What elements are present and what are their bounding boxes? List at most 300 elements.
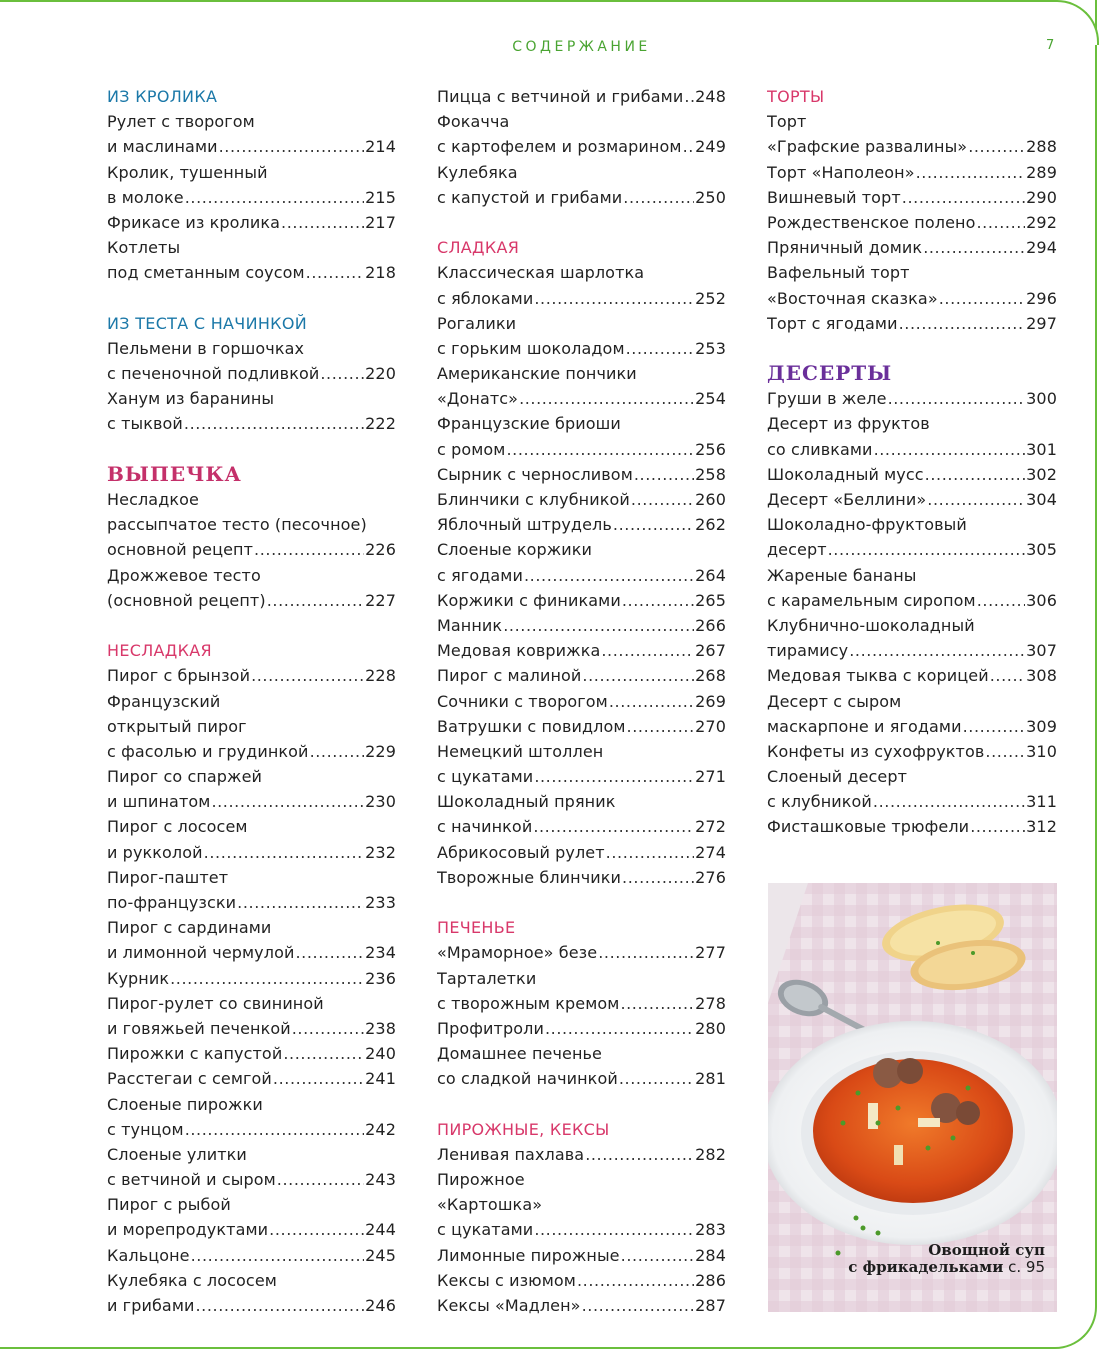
toc-entry[interactable]: [767, 286, 1057, 311]
toc-entry-page: 264: [695, 565, 726, 585]
toc-entry-title: маскарпоне и ягодами: [767, 716, 962, 736]
dot-leader: [619, 1066, 694, 1091]
dot-leader: [598, 940, 694, 965]
dot-leader: [923, 235, 1025, 260]
toc-entry[interactable]: [767, 386, 1057, 411]
toc-entry[interactable]: [767, 487, 1057, 512]
toc-entry[interactable]: [767, 638, 1057, 663]
toc-entry[interactable]: [767, 537, 1057, 562]
toc-entry[interactable]: [767, 714, 1057, 739]
toc-entry[interactable]: [107, 966, 396, 991]
dot-leader: [170, 966, 364, 991]
toc-entry-page: 294: [1026, 238, 1057, 258]
toc-text-line: Жареные бананы: [767, 565, 917, 585]
subsection-heading: НЕСЛАДКАЯ: [107, 641, 212, 661]
dot-leader: [622, 865, 694, 890]
toc-entry-page: 307: [1026, 641, 1057, 661]
toc-entry-title: с карамельным сиропом: [767, 590, 976, 610]
dot-leader: [626, 336, 695, 361]
toc-entry[interactable]: [767, 588, 1057, 613]
toc-entry[interactable]: [107, 260, 396, 285]
toc-entry[interactable]: [107, 1016, 396, 1041]
toc-text-line: Рогалики: [437, 313, 517, 333]
toc-entry[interactable]: [767, 235, 1057, 260]
toc-entry-title: с клубникой: [767, 792, 872, 812]
toc-entry-page: 249: [695, 137, 726, 157]
toc-text-line: Дрожжевое тесто: [107, 565, 261, 585]
toc-entry-page: 238: [365, 1018, 396, 1038]
toc-entry-title: «Донатс»: [437, 389, 519, 409]
toc-entry-page: 256: [695, 439, 726, 459]
toc-entry[interactable]: [107, 1066, 396, 1091]
toc-entry[interactable]: [767, 739, 1057, 764]
dot-leader: [939, 286, 1025, 311]
toc-entry[interactable]: [767, 462, 1057, 487]
toc-entry-page: 287: [695, 1296, 726, 1315]
toc-entry[interactable]: [437, 1016, 726, 1041]
toc-entry[interactable]: [767, 160, 1057, 185]
toc-entry-title: Медовая тыква с корицей: [767, 666, 989, 686]
toc-column-1: [107, 84, 396, 1318]
dot-leader: [295, 940, 364, 965]
dot-leader: [534, 1217, 694, 1242]
toc-text-line: Фокачча: [437, 112, 510, 132]
toc-entry[interactable]: [437, 134, 726, 159]
toc-entry-title: Ватрушки с повидлом: [437, 716, 626, 736]
toc-entry-page: 311: [1026, 792, 1057, 812]
toc-entry-page: 233: [365, 893, 396, 912]
toc-entry-page: 296: [1026, 288, 1057, 308]
dot-leader: [534, 286, 694, 311]
toc-entry-page: 220: [365, 364, 396, 384]
toc-entry[interactable]: [107, 588, 396, 613]
toc-entry-page: 228: [365, 666, 396, 686]
toc-text-line: Слоеные коржики: [437, 540, 593, 560]
subsection-heading: ПЕЧЕНЬЕ: [437, 918, 516, 938]
toc-entry-title: Блинчики с клубникой: [437, 490, 630, 509]
toc-entry-page: 252: [695, 288, 726, 308]
toc-entry[interactable]: [767, 134, 1057, 159]
dot-leader: [977, 588, 1025, 613]
toc-entry[interactable]: [107, 210, 396, 235]
dot-leader: [320, 361, 364, 386]
toc-text-line: Американские пончики: [437, 364, 637, 384]
dot-leader: [267, 588, 364, 613]
section-gap: [437, 1092, 726, 1117]
toc-text-line: Котлеты: [107, 238, 181, 258]
toc-entry-title: с начинкой: [437, 817, 533, 837]
toc-entry[interactable]: [107, 840, 396, 865]
toc-entry-title: Коржики с финиками: [437, 590, 621, 610]
dot-leader: [828, 537, 1026, 562]
dot-leader: [623, 185, 694, 210]
toc-entry-title: тирамису: [767, 641, 849, 661]
page-frame-top: [0, 0, 1056, 2]
toc-text-line: Торт: [767, 112, 807, 132]
toc-entry-title: (основной рецепт): [107, 590, 266, 610]
dot-leader: [277, 1167, 364, 1192]
dot-leader: [620, 991, 694, 1016]
dot-leader: [237, 890, 364, 915]
toc-entry[interactable]: [767, 789, 1057, 814]
dot-leader: [534, 764, 694, 789]
section-gap: [107, 286, 396, 311]
toc-entry-page: 215: [365, 187, 396, 207]
toc-entry-title: Ленивая пахлава: [437, 1144, 585, 1164]
toc-entry-page: 304: [1026, 490, 1057, 509]
toc-entry-page: 290: [1026, 187, 1057, 207]
toc-entry[interactable]: [107, 940, 396, 965]
subsection-heading: ИЗ КРОЛИКА: [107, 87, 218, 106]
toc-entry[interactable]: [437, 865, 726, 890]
toc-entry-title: с горьким шоколадом: [437, 338, 625, 358]
toc-entry-page: 308: [1026, 666, 1057, 686]
toc-entry-page: 300: [1026, 389, 1057, 409]
dot-leader: [976, 210, 1025, 235]
toc-text-line: Вафельный торт: [767, 263, 910, 283]
dot-leader: [968, 134, 1025, 159]
toc-entry-title: с фасолью и грудинкой: [107, 741, 309, 761]
dot-leader: [310, 739, 365, 764]
toc-text-line: Кулебяка: [437, 162, 518, 182]
toc-entry[interactable]: [107, 361, 396, 386]
section-gap: [437, 210, 726, 235]
toc-entry-title: с капустой и грибами: [437, 187, 623, 207]
toc-entry-title: «Графские развалины»: [767, 137, 968, 157]
toc-text-line: открытый пирог: [107, 716, 247, 736]
toc-entry[interactable]: [107, 537, 396, 562]
toc-entry-page: 266: [695, 615, 726, 635]
toc-entry-page: 246: [365, 1296, 396, 1315]
toc-text-line: Шоколадный пряник: [437, 792, 616, 812]
toc-entry-title: с цукатами: [437, 767, 534, 787]
dot-leader: [621, 1243, 695, 1268]
dot-leader: [613, 512, 694, 537]
toc-text-line: Пирог со спаржей: [107, 767, 263, 787]
toc-entry-page: 289: [1026, 162, 1057, 182]
toc-entry-page: 284: [695, 1245, 726, 1265]
toc-text-line: Рулет с творогом: [107, 112, 255, 132]
toc-entry-title: по-французски: [107, 893, 237, 912]
dot-leader: [524, 563, 694, 588]
toc-entry[interactable]: [437, 1293, 726, 1318]
toc-entry-page: 272: [695, 817, 726, 837]
toc-entry-title: в молоке: [107, 187, 184, 207]
caption-page-ref: с. 95: [1008, 1258, 1045, 1276]
toc-entry[interactable]: [437, 563, 726, 588]
toc-entry[interactable]: [437, 386, 726, 411]
toc-entry[interactable]: [437, 185, 726, 210]
toc-entry[interactable]: [437, 437, 726, 462]
toc-entry-title: Фисташковые трюфели: [767, 817, 970, 837]
toc-entry-title: Торт с ягодами: [767, 313, 898, 333]
toc-entry-page: 267: [695, 641, 726, 661]
toc-entry-title: Курник: [107, 968, 170, 988]
toc-entry-page: 271: [695, 767, 726, 787]
toc-entry[interactable]: [437, 1142, 726, 1167]
toc-text-line: Пирог-паштет: [107, 867, 229, 887]
toc-entry-title: Пряничный домик: [767, 238, 923, 258]
category-heading: ДЕСЕРТЫ: [767, 361, 893, 386]
toc-entry-page: 270: [695, 716, 726, 736]
toc-entry[interactable]: [437, 286, 726, 311]
toc-entry-page: 240: [365, 1044, 396, 1064]
dot-leader: [683, 134, 695, 159]
toc-entry[interactable]: [437, 663, 726, 688]
toc-entry-title: Торт «Наполеон»: [767, 162, 915, 182]
page-title: СОДЕРЖАНИЕ: [512, 39, 651, 55]
toc-entry-title: Профитроли: [437, 1018, 544, 1038]
toc-entry-title: Конфеты из сухофруктов: [767, 741, 985, 761]
toc-text-line: Слоеные улитки: [107, 1144, 247, 1164]
toc-entry-title: с тунцом: [107, 1119, 184, 1139]
toc-text-line: Пирог с сардинами: [107, 918, 272, 938]
toc-entry-page: 312: [1026, 817, 1057, 837]
toc-entry-page: 283: [695, 1220, 726, 1240]
toc-entry-title: Кальцоне: [107, 1245, 190, 1265]
toc-entry-title: Пицца с ветчиной и грибами: [437, 87, 684, 106]
toc-entry[interactable]: [437, 84, 726, 109]
caption-dish-line2: с фрикадельками: [848, 1258, 1004, 1276]
category-heading: ВЫПЕЧКА: [107, 461, 242, 486]
toc-entry-page: 280: [695, 1018, 726, 1038]
toc-text-line: Пирог с лососем: [107, 817, 248, 837]
toc-entry[interactable]: [437, 588, 726, 613]
toc-entry[interactable]: [437, 1066, 726, 1091]
toc-text-line: Домашнее печенье: [437, 1044, 602, 1064]
toc-entry-title: с цукатами: [437, 1220, 534, 1240]
toc-entry-page: 277: [695, 943, 726, 963]
toc-entry-title: под сметанным соусом: [107, 263, 305, 283]
toc-entry-title: Фрикасе из кролика: [107, 212, 281, 232]
toc-entry-title: Лимонные пирожные: [437, 1245, 620, 1265]
toc-entry[interactable]: [437, 840, 726, 865]
toc-entry-page: 253: [695, 338, 726, 358]
toc-entry-page: 222: [365, 414, 396, 434]
toc-entry-title: Шоколадный мусс: [767, 464, 924, 484]
dot-leader: [185, 1117, 364, 1142]
toc-entry[interactable]: [107, 1243, 396, 1268]
toc-entry[interactable]: [437, 689, 726, 714]
toc-entry[interactable]: [437, 1268, 726, 1293]
dot-leader: [631, 487, 694, 512]
toc-entry-title: Кексы с изюмом: [437, 1270, 576, 1290]
toc-text-line: Тарталетки: [437, 968, 537, 988]
toc-entry[interactable]: [437, 512, 726, 537]
toc-entry[interactable]: [107, 134, 396, 159]
subsection-heading: ПИРОЖНЫЕ, КЕКСЫ: [437, 1119, 610, 1139]
toc-entry-title: Десерт «Беллини»: [767, 490, 927, 509]
toc-entry-title: и грибами: [107, 1296, 195, 1315]
dot-leader: [184, 411, 364, 436]
dot-leader: [585, 1142, 694, 1167]
dot-leader: [916, 160, 1026, 185]
toc-entry-page: 310: [1026, 741, 1057, 761]
toc-text-line: Пирог с рыбой: [107, 1195, 231, 1215]
toc-entry-page: 217: [365, 212, 396, 232]
toc-text-line: Кролик, тушенный: [107, 162, 268, 182]
dot-leader: [963, 714, 1026, 739]
dot-leader: [577, 1268, 694, 1293]
toc-entry-page: 226: [365, 540, 396, 560]
photo-caption: [848, 1242, 1045, 1276]
toc-entry[interactable]: [437, 1243, 726, 1268]
toc-entry-page: 258: [695, 464, 726, 484]
dot-leader: [251, 663, 364, 688]
toc-entry-title: и морепродуктами: [107, 1220, 269, 1240]
toc-entry-title: основной рецепт: [107, 540, 254, 560]
toc-entry[interactable]: [107, 1117, 396, 1142]
section-gap: [437, 890, 726, 915]
toc-text-line: Немецкий штоллен: [437, 741, 604, 761]
toc-entry[interactable]: [767, 311, 1057, 336]
dot-leader: [985, 739, 1025, 764]
toc-text-line: Клубнично-шоколадный: [767, 615, 975, 635]
toc-entry[interactable]: [437, 613, 726, 638]
section-gap: [767, 336, 1057, 361]
dot-leader: [888, 386, 1026, 411]
toc-entry-page: 282: [695, 1144, 726, 1164]
toc-entry[interactable]: [437, 1217, 726, 1242]
toc-entry-page: 302: [1026, 464, 1057, 484]
dot-leader: [927, 487, 1025, 512]
toc-entry-page: 242: [365, 1119, 396, 1139]
dot-leader: [292, 1016, 364, 1041]
dot-leader: [899, 311, 1026, 336]
toc-entry[interactable]: [437, 991, 726, 1016]
toc-entry-title: Рождественское полено: [767, 212, 976, 232]
dot-leader: [211, 789, 364, 814]
toc-entry[interactable]: [107, 1293, 396, 1318]
toc-entry-title: Абрикосовый рулет: [437, 842, 605, 862]
dot-leader: [191, 1243, 365, 1268]
toc-text-line: Классическая шарлотка: [437, 263, 645, 283]
dot-leader: [219, 134, 365, 159]
dot-leader: [273, 1066, 364, 1091]
toc-entry[interactable]: [107, 1217, 396, 1242]
dot-leader: [990, 663, 1025, 688]
dot-leader: [306, 260, 365, 285]
toc-entry-title: с тыквой: [107, 414, 183, 434]
toc-text-line: Слоеные пирожки: [107, 1094, 263, 1114]
toc-entry[interactable]: [107, 185, 396, 210]
toc-text-line: Слоеный десерт: [767, 767, 908, 787]
toc-entry-page: 243: [365, 1170, 396, 1190]
toc-entry-page: 218: [365, 263, 396, 283]
toc-entry[interactable]: [767, 185, 1057, 210]
dot-leader: [503, 613, 694, 638]
toc-entry-page: 278: [695, 993, 726, 1013]
toc-entry-page: 234: [365, 943, 396, 963]
soup-photo: [768, 883, 1057, 1312]
dot-leader: [582, 1293, 695, 1318]
toc-entry-page: 281: [695, 1069, 726, 1089]
toc-entry[interactable]: [437, 336, 726, 361]
toc-text-line: Десерт с сыром: [767, 691, 902, 711]
toc-entry-page: 245: [365, 1245, 396, 1265]
dot-leader: [606, 840, 694, 865]
toc-entry-title: со сливками: [767, 439, 873, 459]
toc-entry[interactable]: [767, 437, 1057, 462]
toc-entry[interactable]: [437, 462, 726, 487]
dot-leader: [874, 437, 1026, 462]
toc-entry-page: 268: [695, 666, 726, 686]
toc-entry-title: десерт: [767, 540, 827, 560]
toc-text-line: рассыпчатое тесто (песочное): [107, 515, 367, 535]
dot-leader: [519, 386, 694, 411]
subsection-heading: ТОРТЫ: [767, 87, 825, 106]
toc-entry-title: и рукколой: [107, 842, 203, 862]
toc-entry[interactable]: [437, 814, 726, 839]
dot-leader: [533, 814, 694, 839]
toc-entry-page: 214: [365, 137, 396, 157]
toc-entry-title: Расстегаи с семгой: [107, 1069, 272, 1089]
toc-entry[interactable]: [767, 814, 1057, 839]
dot-leader: [609, 689, 694, 714]
toc-entry-title: и маслинами: [107, 137, 218, 157]
subsection-heading: СЛАДКАЯ: [437, 238, 520, 258]
toc-entry[interactable]: [437, 714, 726, 739]
toc-text-line: Десерт из фруктов: [767, 414, 930, 434]
dot-leader: [582, 663, 694, 688]
subsection-heading: ИЗ ТЕСТА С НАЧИНКОЙ: [107, 313, 307, 333]
toc-entry[interactable]: [107, 1167, 396, 1192]
toc-entry[interactable]: [437, 764, 726, 789]
toc-text-line: Кулебяка с лососем: [107, 1270, 277, 1290]
toc-entry[interactable]: [107, 890, 396, 915]
toc-entry[interactable]: [107, 411, 396, 436]
toc-entry-page: 230: [365, 792, 396, 812]
toc-entry-title: с яблоками: [437, 288, 534, 308]
dot-leader: [185, 185, 364, 210]
toc-entry[interactable]: [107, 739, 396, 764]
toc-text-line: Шоколадно-фруктовый: [767, 515, 967, 535]
toc-entry-page: 227: [365, 590, 396, 610]
toc-entry-page: 274: [695, 842, 726, 862]
toc-entry[interactable]: [437, 940, 726, 965]
toc-entry-page: 229: [365, 741, 396, 761]
toc-text-line: «Картошка»: [437, 1195, 543, 1215]
toc-entry[interactable]: [107, 789, 396, 814]
toc-entry[interactable]: [437, 487, 726, 512]
toc-entry[interactable]: [767, 210, 1057, 235]
toc-entry-page: 286: [695, 1270, 726, 1290]
toc-entry-title: Сырник с черносливом: [437, 464, 633, 484]
toc-entry[interactable]: [767, 663, 1057, 688]
page-number: 7: [1046, 38, 1055, 53]
dot-leader: [902, 185, 1025, 210]
toc-entry-title: «Мраморное» безе: [437, 943, 598, 963]
dot-leader: [601, 638, 694, 663]
toc-entry-title: и лимонной чермулой: [107, 943, 295, 963]
dot-leader: [627, 714, 695, 739]
toc-entry-page: 241: [365, 1069, 396, 1089]
toc-entry-title: с творожным кремом: [437, 993, 620, 1013]
toc-text-line: Французские бриоши: [437, 414, 621, 434]
dot-leader: [506, 437, 694, 462]
toc-entry-title: Пирожки с капустой: [107, 1044, 283, 1064]
toc-entry-title: с ветчиной и сыром: [107, 1170, 276, 1190]
toc-entry-page: 260: [695, 490, 726, 509]
toc-entry-title: «Восточная сказка»: [767, 288, 938, 308]
section-gap: [107, 613, 396, 638]
toc-entry[interactable]: [107, 663, 396, 688]
toc-entry-page: 244: [365, 1220, 396, 1240]
toc-entry-page: 288: [1026, 137, 1057, 157]
toc-text-line: Пирожное: [437, 1170, 525, 1190]
toc-entry[interactable]: [437, 638, 726, 663]
toc-entry[interactable]: [107, 1041, 396, 1066]
